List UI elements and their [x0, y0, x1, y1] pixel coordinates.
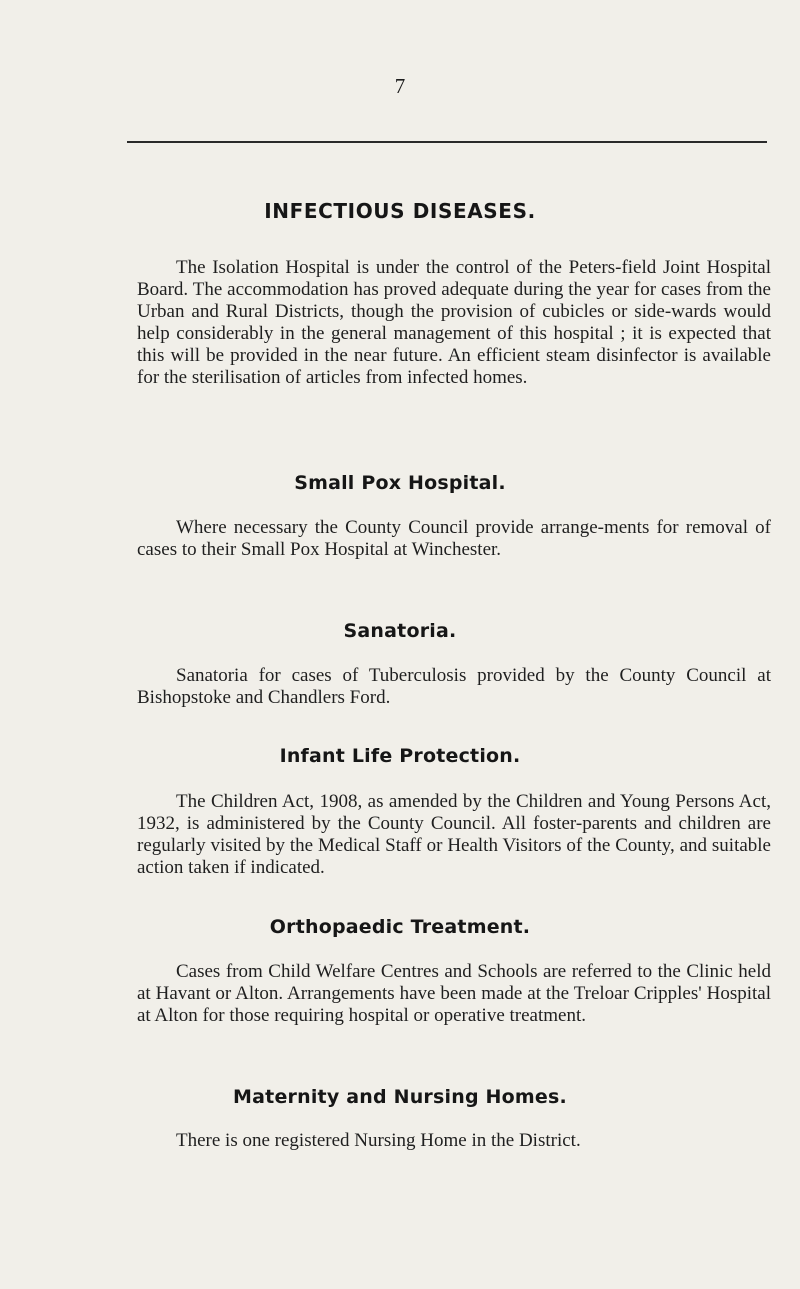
section-body-infectious-diseases: The Isolation Hospital is under the control of the Peters-field Joint Hospital Board. The accommodation has proved adequate during the year for cases from the Urban and Rural Districts, though the provision of cubicles or side-wards would help considerably in the general management of this hospital ; it is expected that this will be provided in the near future. An efficient steam disinfector is available for the sterilisation of articles from infected homes.	[137, 257, 771, 388]
section-body-infant-life-protection: The Children Act, 1908, as amended by the Children and Young Persons Act, 1932, is administered by the County Council. All foster-parents and children are regularly visited by the Medical Staff or Health Visitors of the County, and suitable action taken if indicated.	[137, 791, 771, 878]
header-rule	[127, 141, 767, 143]
section-body-maternity-and-nursing-homes: There is one registered Nursing Home in the District.	[176, 1130, 581, 1151]
section-heading-orthopaedic-treatment: Orthopaedic Treatment.	[269, 916, 531, 938]
section-body-sanatoria: Sanatoria for cases of Tuberculosis provided by the County Council at Bishopstoke and Chandlers Ford.	[137, 665, 771, 708]
section-heading-infectious-diseases: INFECTIOUS DISEASES.	[264, 199, 536, 223]
section-heading-infant-life-protection: Infant Life Protection.	[279, 745, 521, 767]
section-heading-maternity-and-nursing-homes: Maternity and Nursing Homes.	[233, 1086, 567, 1108]
section-body-orthopaedic-treatment: Cases from Child Welfare Centres and Schools are referred to the Clinic held at Havant or Alton. Arrangements have been made at the Treloar Cripples' Hospital at Alton for those requiring hospital or operative treatment.	[137, 961, 771, 1026]
section-heading-sanatoria: Sanatoria.	[343, 620, 457, 642]
section-body-small-pox-hospital: Where necessary the County Council provide arrange-ments for removal of cases to their Small Pox Hospital at Winchester.	[137, 517, 771, 560]
page-number: 7	[394, 74, 406, 98]
section-heading-small-pox-hospital: Small Pox Hospital.	[294, 472, 506, 494]
